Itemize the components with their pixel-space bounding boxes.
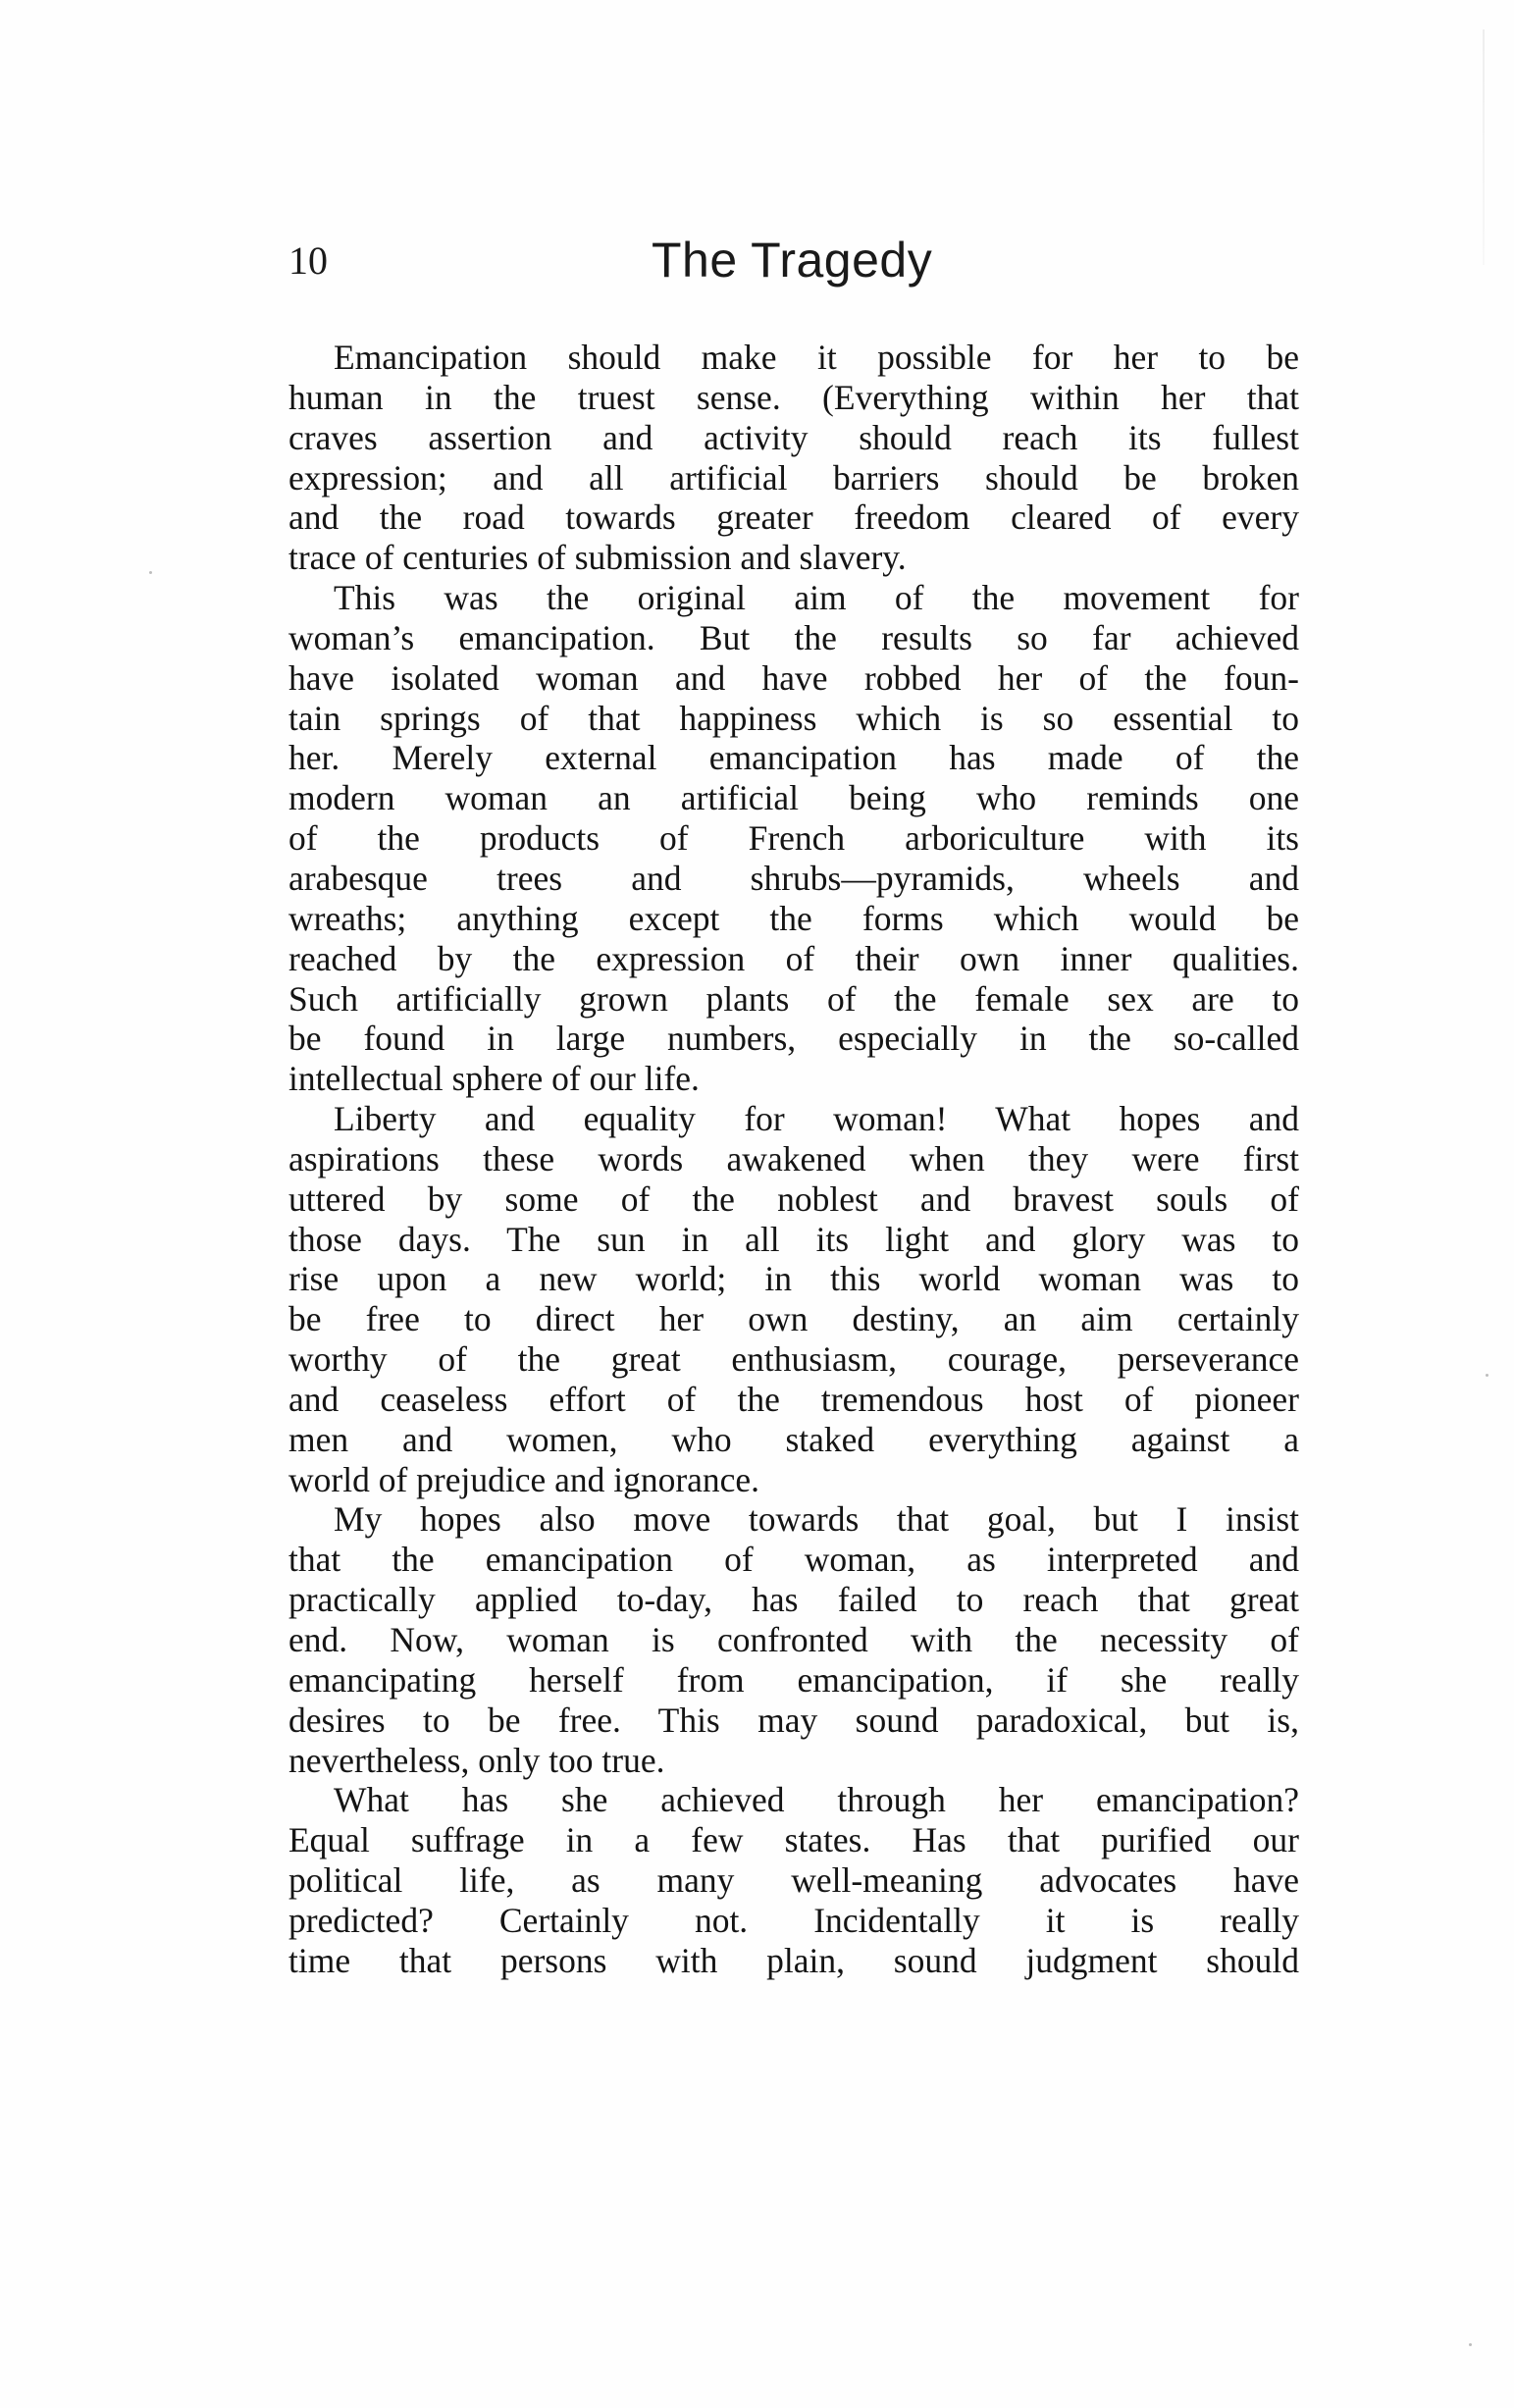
text-line: be found in large numbers, especially in the so-called <box>288 1019 1299 1059</box>
text-line: men and women, who staked everything against a <box>288 1419 1299 1459</box>
text-line: and ceaseless effort of the tremendous host of pioneer <box>288 1379 1299 1419</box>
text-line: human in the truest sense. (Everything within her that <box>288 377 1299 417</box>
text-line: reached by the expression of their own inner qualities. <box>288 938 1299 978</box>
paragraph <box>288 1780 1299 1980</box>
text-line: and the road towards greater freedom cleared of every <box>288 497 1299 538</box>
text-line: What has she achieved through her emancipation? <box>334 1780 1299 1820</box>
page-header <box>288 233 1299 304</box>
text-line: trace of centuries of submission and slavery. <box>288 538 907 578</box>
page-number: 10 <box>288 238 328 283</box>
text-line: her. Merely external emancipation has made of the <box>288 738 1299 778</box>
text-line: wreaths; anything except the forms which would be <box>288 898 1299 938</box>
paragraph <box>288 1499 1299 1780</box>
scan-speck <box>1469 2343 1472 2346</box>
text-line: end. Now, woman is confronted with the necessity of <box>288 1620 1299 1659</box>
text-line: Emancipation should make it possible for her to be <box>334 338 1299 377</box>
text-line: those days. The sun in all its light and glory was to <box>288 1219 1299 1259</box>
text-line: uttered by some of the noblest and bravest souls of <box>288 1178 1299 1219</box>
text-line: craves assertion and activity should reach its fullest <box>288 417 1299 457</box>
text-line: that the emancipation of woman, as interpreted and <box>288 1540 1299 1580</box>
text-line: of the products of French arboriculture with its <box>288 818 1299 859</box>
paragraph <box>288 578 1299 1099</box>
text-line: Such artificially grown plants of the female sex are to <box>288 978 1299 1019</box>
text-line: have isolated woman and have robbed her of the foun- <box>288 657 1299 698</box>
scan-speck <box>149 571 152 574</box>
paragraph <box>288 1099 1299 1499</box>
text-line: Equal suffrage in a few states. Has that purified our <box>288 1820 1299 1860</box>
text-line: intellectual sphere of our life. <box>288 1059 700 1099</box>
text-line: rise upon a new world; in this world woman was to <box>288 1259 1299 1299</box>
text-line: worthy of the great enthusiasm, courage, perseverance <box>288 1339 1299 1380</box>
text-line: woman’s emancipation. But the results so far achieved <box>288 617 1299 657</box>
text-line: desires to be free. This may sound paradoxical, but is, <box>288 1700 1299 1740</box>
text-line: predicted? Certainly not. Incidentally it is really <box>288 1900 1299 1940</box>
scan-edge-mark <box>1483 29 1485 265</box>
text-line: arabesque trees and shrubs—pyramids, wheels and <box>288 858 1299 898</box>
text-line: My hopes also move towards that goal, but I insist <box>334 1499 1299 1540</box>
text-line: Liberty and equality for woman! What hopes and <box>334 1099 1299 1139</box>
text-line: aspirations these words awakened when they were first <box>288 1138 1299 1178</box>
text-line: be free to direct her own destiny, an aim certainly <box>288 1299 1299 1339</box>
text-line: nevertheless, only too true. <box>288 1740 665 1780</box>
text-line: practically applied to-day, has failed to reach that great <box>288 1580 1299 1620</box>
text-line: world of prejudice and ignorance. <box>288 1459 760 1499</box>
text-line: time that persons with plain, sound judgment should <box>288 1940 1299 1980</box>
text-line: This was the original aim of the movement for <box>334 578 1299 618</box>
text-line: expression; and all artificial barriers should be broken <box>288 457 1299 497</box>
text-line: modern woman an artificial being who reminds one <box>288 778 1299 818</box>
paragraph <box>288 338 1299 578</box>
running-title: The Tragedy <box>652 233 933 288</box>
text-line: political life, as many well-meaning advocates have <box>288 1860 1299 1901</box>
scan-speck <box>1486 1374 1488 1377</box>
text-line: emancipating herself from emancipation, if she really <box>288 1659 1299 1700</box>
body-text <box>288 338 1299 1981</box>
text-line: tain springs of that happiness which is so essential to <box>288 698 1299 738</box>
